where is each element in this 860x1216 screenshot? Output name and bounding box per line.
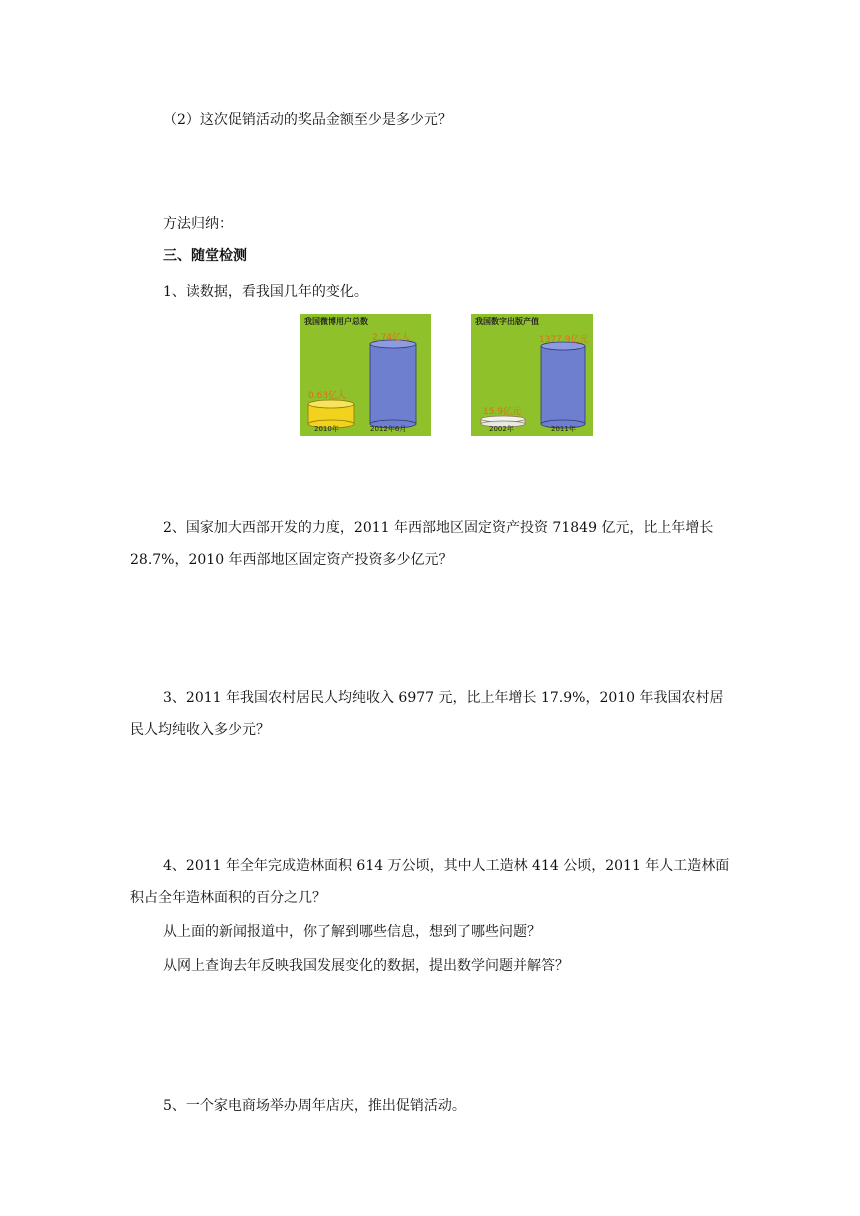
cylinder-2012-06: [370, 340, 416, 428]
figure-digital-publishing: [471, 314, 593, 436]
problem-3-line-1: 3、2011 年我国农村居民人均纯收入 6977 元，比上年增长 17.9%，2010 年我国农村居: [163, 690, 724, 706]
year-label-2002: 2002年: [489, 425, 514, 433]
problem-1: 1、读数据，看我国几年的变化。: [163, 284, 368, 300]
year-label-2010: 2010年: [314, 425, 339, 433]
section-3-heading: 三、随堂检测: [163, 248, 247, 264]
problem-2-line-2: 28.7%，2010 年西部地区固定资产投资多少亿元？: [130, 552, 453, 568]
problem-4-line-3: 从上面的新闻报道中，你了解到哪些信息，想到了哪些问题？: [163, 924, 541, 940]
problem-4-line-1: 4、2011 年全年完成造林面积 614 万公顷，其中人工造林 414 公顷，2011 年人工造林面: [163, 858, 730, 874]
problem-2-line-1: 2、国家加大西部开发的力度，2011 年西部地区固定资产投资 71849 亿元，比上年增长: [163, 520, 714, 536]
method-summary-label: 方法归纳：: [163, 216, 233, 232]
year-label-2012: 2012年6月: [370, 425, 407, 433]
bar-label-2002: 15.9亿元: [483, 407, 522, 417]
problem-4-line-2: 积占全年造林面积的百分之几？: [130, 890, 326, 906]
cylinder-2011: [541, 342, 585, 428]
figure-weibo-users: [300, 314, 431, 436]
figure-title: 我国微博用户总数: [304, 317, 368, 326]
question-2: （2）这次促销活动的奖品金额至少是多少元？: [163, 112, 452, 128]
problem-4-line-4: 从网上查询去年反映我国发展变化的数据，提出数学问题并解答？: [163, 958, 569, 974]
problem-5: 5、一个家电商场举办周年店庆，推出促销活动。: [163, 1098, 466, 1114]
figure-cylinders: [300, 314, 431, 436]
year-label-2011: 2011年: [551, 425, 576, 433]
bar-label-2012: 2.74亿人: [372, 333, 411, 343]
problem-3-line-2: 民人均纯收入多少元？: [130, 722, 270, 738]
bar-label-2011: 1377.9亿元: [539, 335, 589, 345]
bar-label-2010: 0.63亿人: [308, 391, 347, 401]
figure-title: 我国数字出版产值: [475, 317, 539, 326]
